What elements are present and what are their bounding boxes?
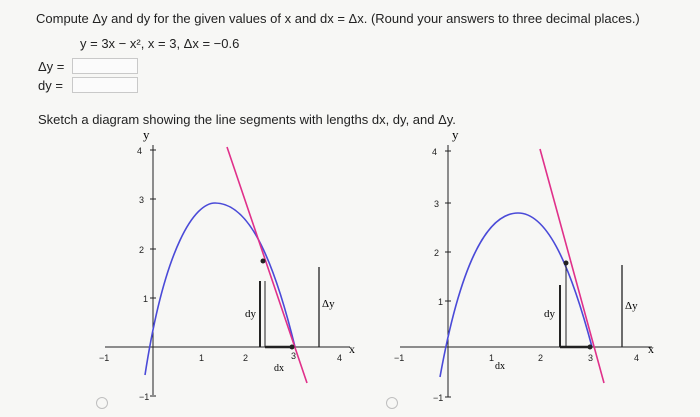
dy-label: dy: [544, 308, 555, 320]
dy-row: [38, 77, 138, 93]
option-1-radio[interactable]: [96, 397, 108, 409]
question-prompt: Compute Δy and dy for the given values of x and dx = Δx. (Round your answers to three decimal places.): [36, 11, 640, 26]
delta-y-input[interactable]: [72, 58, 138, 74]
y-tick-4: 4: [432, 147, 438, 157]
dy-label: dy =: [38, 77, 63, 93]
point-marker: [261, 259, 266, 264]
delta-y-row: [38, 58, 138, 74]
dy-input[interactable]: [72, 77, 138, 93]
y-tick-1: 1: [143, 294, 149, 304]
curve: [145, 203, 295, 375]
x-tick-1: 1: [489, 353, 495, 363]
x-tick-4: 4: [337, 353, 343, 363]
dy-label: dy: [245, 308, 256, 320]
x-tick-3: 3: [291, 351, 297, 361]
curve: [440, 213, 592, 377]
point-marker: [290, 345, 295, 350]
delta-y-label: Δy: [625, 300, 638, 312]
diagram-option-1[interactable]: [95, 125, 370, 417]
x-tick-1: 1: [199, 353, 205, 363]
x-axis-label: x: [648, 342, 654, 356]
y-tick-neg1: −1: [433, 393, 444, 403]
y-axis-label: y: [452, 127, 459, 142]
y-tick-4: 4: [137, 146, 143, 156]
x-tick-neg1: −1: [99, 353, 110, 363]
x-tick-3: 3: [588, 353, 594, 363]
x-axis-label: x: [349, 342, 355, 356]
y-tick-2: 2: [434, 248, 440, 258]
x-tick-4: 4: [634, 353, 640, 363]
option-2-radio[interactable]: [386, 397, 398, 409]
dx-label: dx: [274, 363, 284, 374]
y-tick-2: 2: [139, 245, 145, 255]
point-marker: [564, 261, 569, 266]
equation: y = 3x − x², x = 3, Δx = −0.6: [80, 36, 240, 51]
dx-label: dx: [495, 361, 505, 372]
point-marker: [588, 345, 593, 350]
x-tick-2: 2: [538, 353, 544, 363]
x-tick-neg1: −1: [394, 353, 405, 363]
y-tick-neg1: −1: [139, 392, 150, 402]
y-tick-3: 3: [139, 195, 145, 205]
y-tick-1: 1: [438, 297, 444, 307]
delta-y-label: Δy: [322, 298, 335, 310]
diagram-option-2[interactable]: [390, 125, 665, 417]
delta-y-label: Δy =: [38, 58, 65, 74]
y-axis-label: y: [143, 127, 150, 142]
x-tick-2: 2: [243, 353, 249, 363]
sketch-prompt: Sketch a diagram showing the line segments with lengths dx, dy, and Δy.: [38, 112, 456, 127]
y-tick-3: 3: [434, 199, 440, 209]
